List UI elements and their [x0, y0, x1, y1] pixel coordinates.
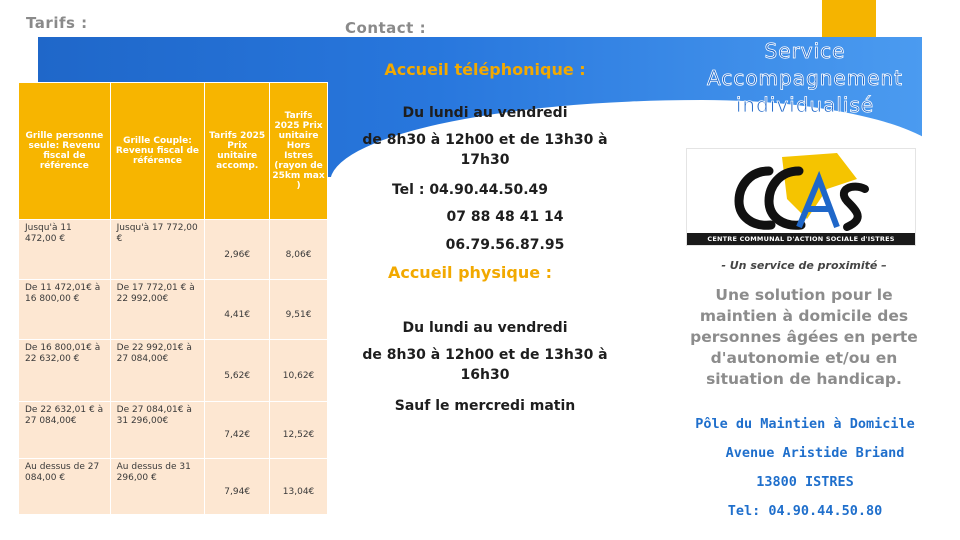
solution-text: Une solution pour le maintien à domicile des personnes âgées en perte d'autonomie et/ou en situation de handicap. — [690, 286, 918, 388]
physical-note: Sauf le mercredi matin — [394, 398, 576, 414]
cell-couple: Jusqu'à 17 772,00 € — [110, 220, 205, 280]
cell-couple: De 22 992,01€ à 27 084,00€ — [110, 340, 205, 402]
address-street: Avenue Aristide Briand — [725, 445, 905, 461]
cell-seule: De 22 632,01 € à 27 084,00€ — [19, 402, 111, 459]
cell-seule: Au dessus de 27 084,00 € — [19, 459, 111, 515]
tarifs-table — [18, 82, 328, 515]
contact-label: Contact : — [345, 19, 427, 37]
table-row — [19, 280, 328, 340]
cell-couple: De 17 772,01 € à 22 992,00€ — [110, 280, 205, 340]
cell-prix: 4,41€ — [205, 280, 270, 340]
phone-hours: de 8h30 à 12h00 et de 13h30 à 17h30 — [362, 132, 608, 168]
table-header-row — [19, 83, 328, 220]
physical-days: Du lundi au vendredi — [402, 320, 568, 336]
cell-prix: 7,42€ — [205, 402, 270, 459]
cell-couple: Au dessus de 31 296,00 € — [110, 459, 205, 515]
logo-caption: CENTRE COMMUNAL D'ACTION SOCIALE d'ISTRES — [687, 233, 915, 245]
cell-couple: De 27 084,01€ à 31 296,00€ — [110, 402, 205, 459]
table-row — [19, 340, 328, 402]
cell-hors: 8,06€ — [270, 220, 328, 280]
pole-name: Pôle du Maintien à Domicile — [695, 416, 915, 432]
phone-number-3: 06.79.56.87.95 — [445, 237, 565, 253]
service-title — [676, 38, 934, 119]
cell-seule: De 11 472,01€ à 16 800,00 € — [19, 280, 111, 340]
phone-heading: Accueil téléphonique : — [384, 60, 586, 79]
header-grille-seule: Grille personne seule: Revenu fiscal de référence — [19, 83, 111, 220]
tagline: - Un service de proximité – — [721, 259, 887, 272]
header-tarif-accomp: Tarifs 2025 Prix unitaire accomp. — [205, 83, 270, 220]
ccas-logo — [686, 148, 916, 246]
table-row — [19, 220, 328, 280]
cell-seule: Jusqu'à 11 472,00 € — [19, 220, 111, 280]
phone-number: Tel : 04.90.44.50.49 — [391, 182, 549, 198]
cell-hors: 13,04€ — [270, 459, 328, 515]
phone-days: Du lundi au vendredi — [402, 105, 568, 121]
address-city: 13800 ISTRES — [756, 474, 854, 490]
table-row — [19, 402, 328, 459]
cell-hors: 10,62€ — [270, 340, 328, 402]
service-title-line2: Accompagnement — [707, 66, 903, 90]
service-title-line1: Service — [764, 39, 846, 63]
service-title-line3: individualisé — [735, 93, 875, 117]
cell-prix: 7,94€ — [205, 459, 270, 515]
cell-hors: 12,52€ — [270, 402, 328, 459]
cell-prix: 2,96€ — [205, 220, 270, 280]
header-grille-couple: Grille Couple: Revenu fiscal de référence — [110, 83, 205, 220]
phone-number-2: 07 88 48 41 14 — [446, 209, 564, 225]
table-row — [19, 459, 328, 515]
cell-hors: 9,51€ — [270, 280, 328, 340]
header-tarif-hors-istres: Tarifs 2025 Prix unitaire Hors Istres (rayon de 25km max ) — [270, 83, 328, 220]
cell-seule: De 16 800,01€ à 22 632,00 € — [19, 340, 111, 402]
physical-hours: de 8h30 à 12h00 et de 13h30 à 16h30 — [362, 347, 608, 383]
address-tel: Tel: 04.90.44.50.80 — [727, 503, 883, 519]
ccas-logo-icon — [687, 149, 915, 233]
physical-heading: Accueil physique : — [387, 263, 553, 282]
tarifs-label: Tarifs : — [26, 14, 88, 32]
cell-prix: 5,62€ — [205, 340, 270, 402]
